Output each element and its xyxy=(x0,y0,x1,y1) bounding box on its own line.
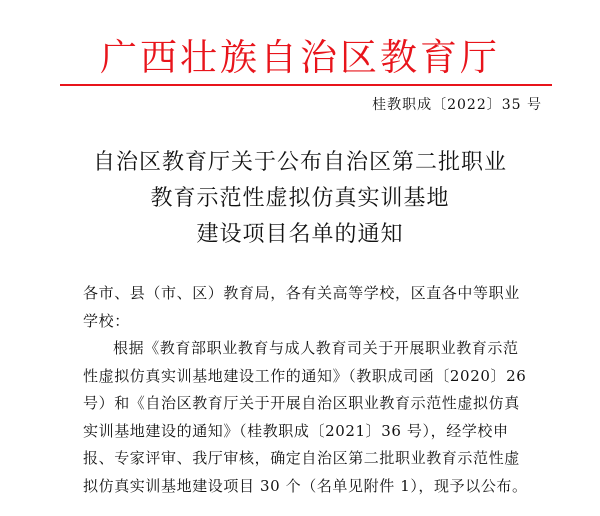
notice-body xyxy=(83,280,545,500)
title-line-1: 自治区教育厅关于公布自治区第二批职业 xyxy=(92,150,507,175)
document-number: 桂教职成〔2022〕35 号 xyxy=(372,97,542,113)
document-header xyxy=(0,0,600,130)
title-line-2: 教育示范性虚拟仿真实训基地 xyxy=(150,186,450,211)
salutation-line-1: 各市、县（市、区）教育局，各有关高等学校，区直各中等职业 xyxy=(83,284,520,302)
paragraph-1-line-6: 拟仿真实训基地建设项目 30 个（名单见附件 1），现予以公布。 xyxy=(83,476,528,495)
paragraph-1 xyxy=(83,335,545,500)
salutation-line-2: 学校： xyxy=(83,311,130,330)
paragraph-1-line-4: 实训基地建设的通知》（桂教职成〔2021〕36 号），经学校申 xyxy=(83,421,509,440)
issuer-title: 广西壮族自治区教育厅 xyxy=(100,36,500,79)
red-header-rule xyxy=(60,84,552,86)
notice-title xyxy=(0,145,600,253)
salutation xyxy=(83,280,545,335)
paragraph-1-line-2: 性虚拟仿真实训基地建设工作的通知》（教职成司函〔2020〕26 xyxy=(83,366,527,385)
paragraph-1-line-1: 根据《教育部职业教育与成人教育司关于开展职业教育示范 xyxy=(113,339,519,357)
paragraph-1-line-3: 号）和《自治区教育厅关于开展自治区职业教育示范性虚拟仿真 xyxy=(83,394,520,412)
paragraph-1-line-5: 报、专家评审、我厅审核，确定自治区第二批职业教育示范性虚 xyxy=(83,449,520,467)
title-line-3: 建设项目名单的通知 xyxy=(196,222,404,247)
